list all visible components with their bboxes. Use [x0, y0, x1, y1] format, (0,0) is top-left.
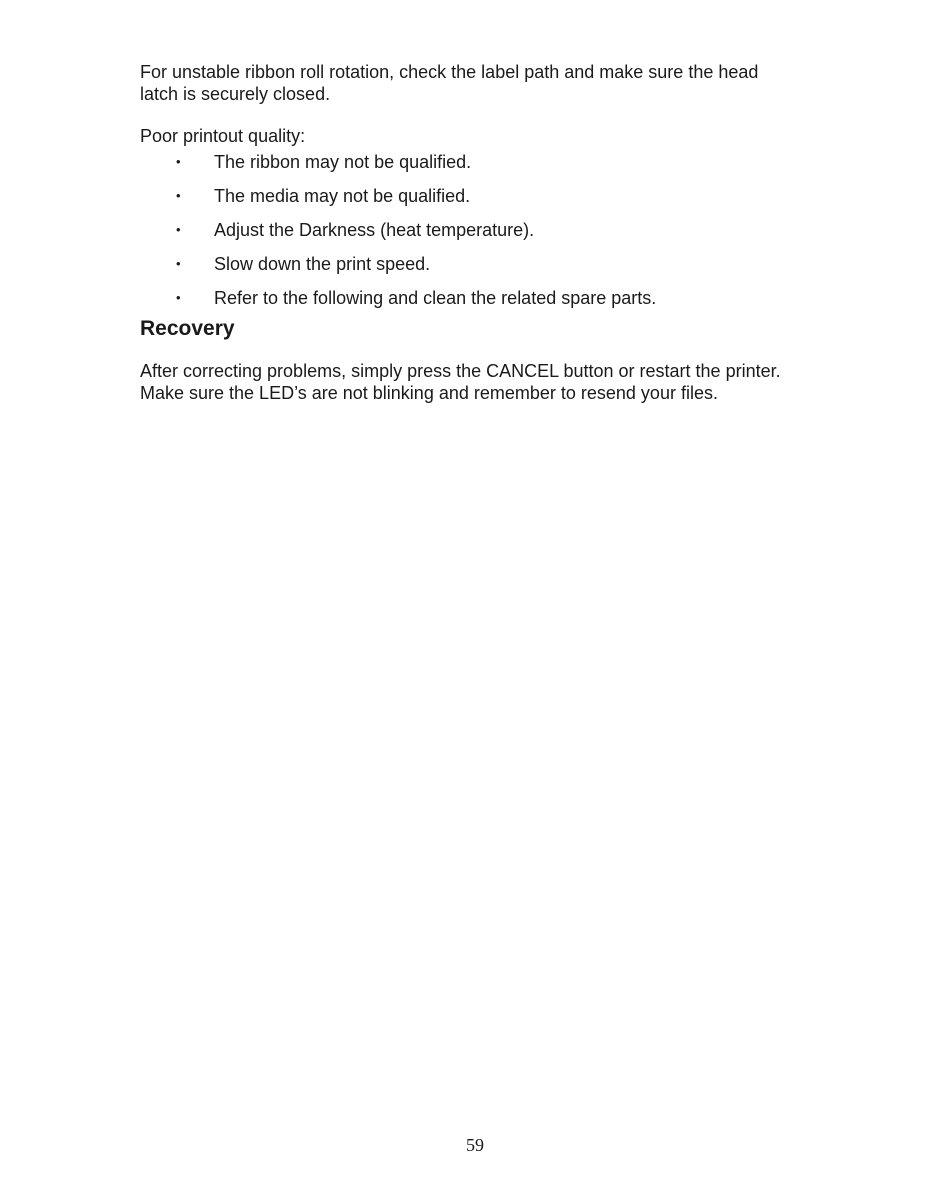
ribbon-rotation-paragraph: For unstable ribbon roll rotation, check the label path and make sure the head latch is securely closed.	[140, 62, 759, 104]
list-item-text: Slow down the print speed.	[214, 254, 431, 274]
quality-bullet-list	[140, 151, 820, 321]
list-item-text: Adjust the Darkness (heat temperature).	[214, 220, 535, 240]
bullet-icon: •	[176, 290, 181, 305]
recovery-paragraph: After correcting problems, simply press the CANCEL button or restart the printer. Make sure the LED’s are not blinking and remember to resend your files.	[140, 361, 781, 403]
recovery-heading: Recovery	[140, 317, 235, 340]
list-item	[140, 219, 820, 253]
page-content	[140, 61, 820, 404]
list-item	[140, 151, 820, 185]
bullet-icon: •	[176, 256, 181, 271]
list-item-text: The media may not be qualified.	[214, 186, 471, 206]
list-item-text: The ribbon may not be qualified.	[214, 152, 472, 172]
bullet-icon: •	[176, 222, 181, 237]
list-item-text: Refer to the following and clean the related spare parts.	[214, 288, 657, 308]
poor-quality-heading-text: Poor printout quality:	[140, 126, 306, 146]
bullet-icon: •	[176, 154, 181, 169]
list-item	[140, 253, 820, 287]
list-item	[140, 185, 820, 219]
page-number: 59	[466, 1135, 484, 1155]
bullet-icon: •	[176, 188, 181, 203]
list-item	[140, 287, 820, 321]
